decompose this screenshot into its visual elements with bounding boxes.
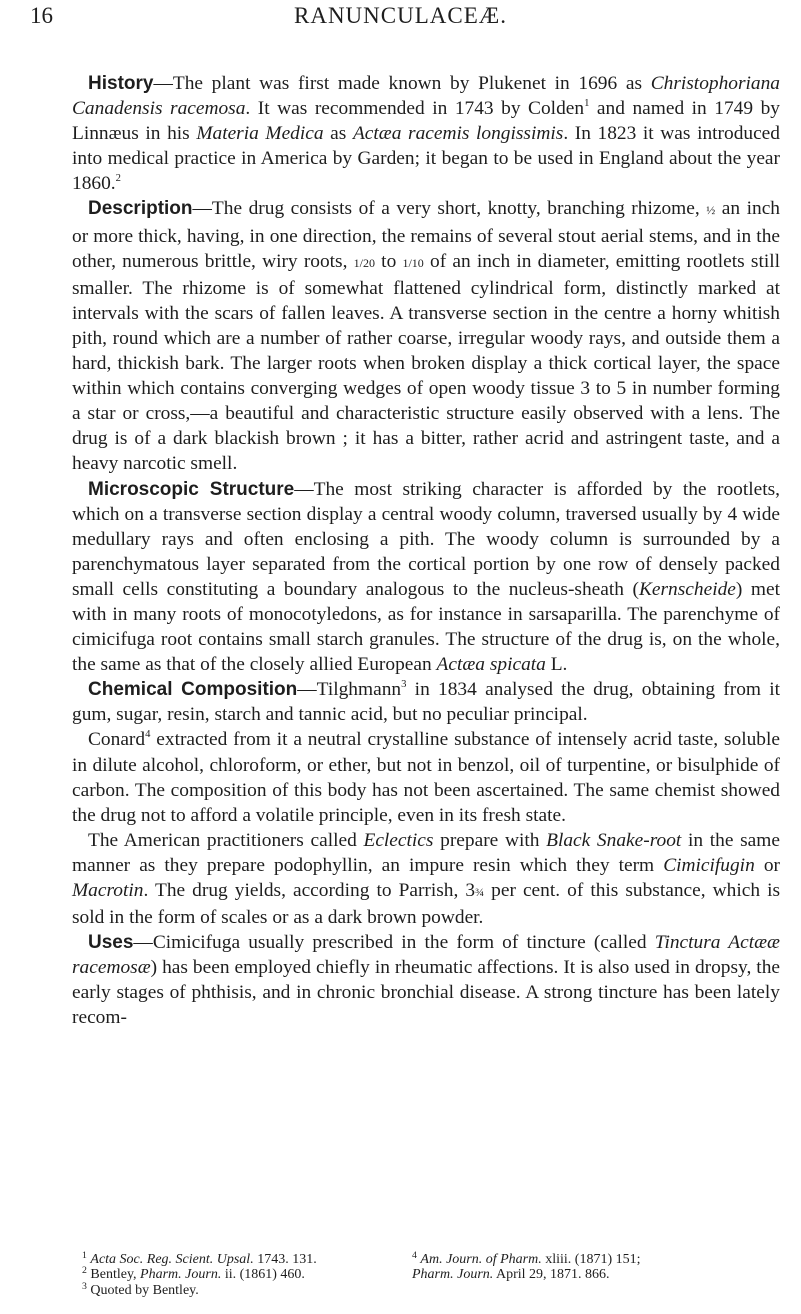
history-text-2: Christophoriana Canadensis racemosa [72,73,780,120]
description-text-2: an inch or more thick, having, in one direction, the remains of several stout aerial stems, and in the other, numerous brittle, wiry roots, [72,198,780,272]
footnote-number: 4 [412,1250,417,1262]
microscopic-text-4: Actæa spicata [436,654,546,676]
description-heading: Description [88,198,193,220]
eclectics-text-6: Cimicifugin [663,854,755,876]
history-text-7: Actæa racemis longissimis [352,123,564,145]
footnote-ref-1: 1 [584,97,590,110]
eclectics-text-10: per cent. of this substance, which is sold in the form of scales or as a dark brown powder. [72,880,781,929]
history-text-6: as [323,123,353,145]
footnote [82,1252,412,1267]
footnote [412,1267,782,1282]
eclectics-text-4: Black Snake-root [546,829,682,851]
eclectics-text-2: Eclectics [363,829,434,851]
microscopic-text-3: ) met with in many roots of monocotyledons, as for instance in sarsaparilla. The parenchyme of cimicifuga root contains small starch granules. The structure of the drug is, on the whole, the same as that of the closely allied European [72,578,780,676]
eclectics-text-9: . The drug yields, according to Parrish, 3 [143,880,476,901]
history-text-5: Materia Medica [196,123,324,145]
text-block [72,71,780,1031]
footnote [82,1267,412,1282]
running-head: RANUNCULACEÆ. [294,3,507,28]
history-text-8: . In 1823 it was introduced into medical practice in America by Garden; it began to be used in England about the year 1860. [72,123,780,195]
uses-text-1: —Cimicifuga usually prescribed in the form of tincture (called [133,932,655,954]
history-text-4: and named in 1749 by Linnæus in his [72,98,780,145]
eclectics-text-8: Macrotin [72,880,144,901]
uses-paragraph [72,930,780,1030]
eclectics-paragraph [72,828,780,930]
footnote-author: Quoted by Bentley. [90,1282,199,1298]
fraction-twentieth: 1/20 [353,255,375,270]
chemical-text-2: in 1834 analysed the drug, obtaining from it gum, sugar, resin, starch and tannic acid, but no peculiar principal. [72,679,781,726]
conard-text-1: Conard [88,729,146,751]
uses-heading: Uses [88,932,134,954]
footnote-detail: xliii. (1871) 151; [541,1252,641,1267]
fraction-tenth: 1/10 [402,255,424,270]
uses-text-2: Tinctura Actææ racemosæ [72,932,780,979]
microscopic-heading: Microscopic Structure [88,478,295,500]
eclectics-text-5: in the same manner as they prepare podophyllin, an impure resin which they term [72,829,780,876]
footnote-source: Acta Soc. Reg. Scient. Upsal. [90,1252,254,1267]
eclectics-text-3: prepare with [433,829,547,851]
footnote [82,1280,412,1298]
microscopic-text-5: L. [545,654,568,676]
history-heading: History [88,73,154,94]
footnote-ref-2: 2 [115,172,121,185]
description-text-1: —The drug consists of a very short, knotty, branching rhizome, [192,198,707,220]
footnote-detail: ii. (1861) 460. [221,1267,305,1283]
uses-text-3: ) has been employed chiefly in rheumatic affections. It is also used in dropsy, the early stages of phthisis, and in chronic bronchial disease. A strong tincture has been lately recom- [72,957,780,1029]
footnote-author: Bentley, [90,1267,141,1283]
eclectics-text-7: or [754,854,780,876]
footnote-source: Pharm. Journ. [140,1267,222,1283]
history-text-3: . It was recommended in 1743 by Colden [245,98,585,120]
eclectics-text-1: The American practitioners called [88,829,364,851]
page-number: 16 [30,3,53,28]
footnote-ref-3: 3 [401,678,407,691]
microscopic-paragraph [72,477,780,678]
history-paragraph [72,71,780,196]
fraction-half: ½ [706,203,716,218]
chemical-paragraph [72,677,780,727]
footnote-source: Am. Journ. of Pharm. [420,1252,542,1267]
footnote-detail: April 29, 1871. 866. [493,1267,610,1283]
description-text-3: to [375,250,403,272]
footnote-source: Pharm. Journ. [412,1267,494,1283]
footnote [412,1252,782,1267]
footnote-detail: 1743. 131. [253,1252,317,1267]
description-text-4: of an inch in diameter, emitting rootlets still smaller. The rhizome is of somewhat flattened cylindrical form, distinctly marked at intervals with the scars of fallen leaves. A transverse section in the centre a horny whitish pith, round which are a number of rather coarse, irregular woody rays, and outside them a hard, thickish bark. The larger roots when broken display a thick cortical layer, the space within which contains converging wedges of open woody tissue 3 to 5 in number forming a star or cross,—a beautiful and characteristic structure easily observed with a lens. The drug is of a dark blackish brown ; it has a bitter, rather acrid and astringent taste, and a heavy narcotic smell. [72,250,780,475]
fraction-three-quarters: ¾ [475,885,485,899]
history-text-1: —The plant was first made known by Plukenet in 1696 as [153,73,651,94]
microscopic-text-2: Kernscheide [638,578,736,600]
description-paragraph [72,196,780,476]
footnote-number: 2 [82,1265,87,1277]
chemical-text-1: —Tilghmann [297,679,402,701]
footnote-ref-4: 4 [145,728,151,741]
footnote-number: 1 [82,1250,87,1262]
chemical-heading: Chemical Composition [88,679,298,701]
microscopic-text-1: —The most striking character is afforded by the rootlets, which on a transverse section display a central woody column, traversed usually by 4 wide medullary rays and often enclosing a pith. The woody column is surrounded by a parenchymatous layer separated from the cortical portion by one row of densely packed small cells constituting a boundary analogous to the nucleus-sheath ( [72,478,781,600]
footnotes [82,1252,782,1298]
conard-text-2: extracted from it a neutral crystalline substance of intensely acrid taste, soluble in dilute alcohol, chloroform, or ether, but not in benzol, oil of turpentine, or bisulphide of carbon. The composition of this body has not been ascertained. The same chemist showed the drug not to afford a volatile principle, even in its fresh state. [72,729,780,826]
footnote-number: 3 [82,1280,87,1292]
conard-paragraph [72,727,780,827]
